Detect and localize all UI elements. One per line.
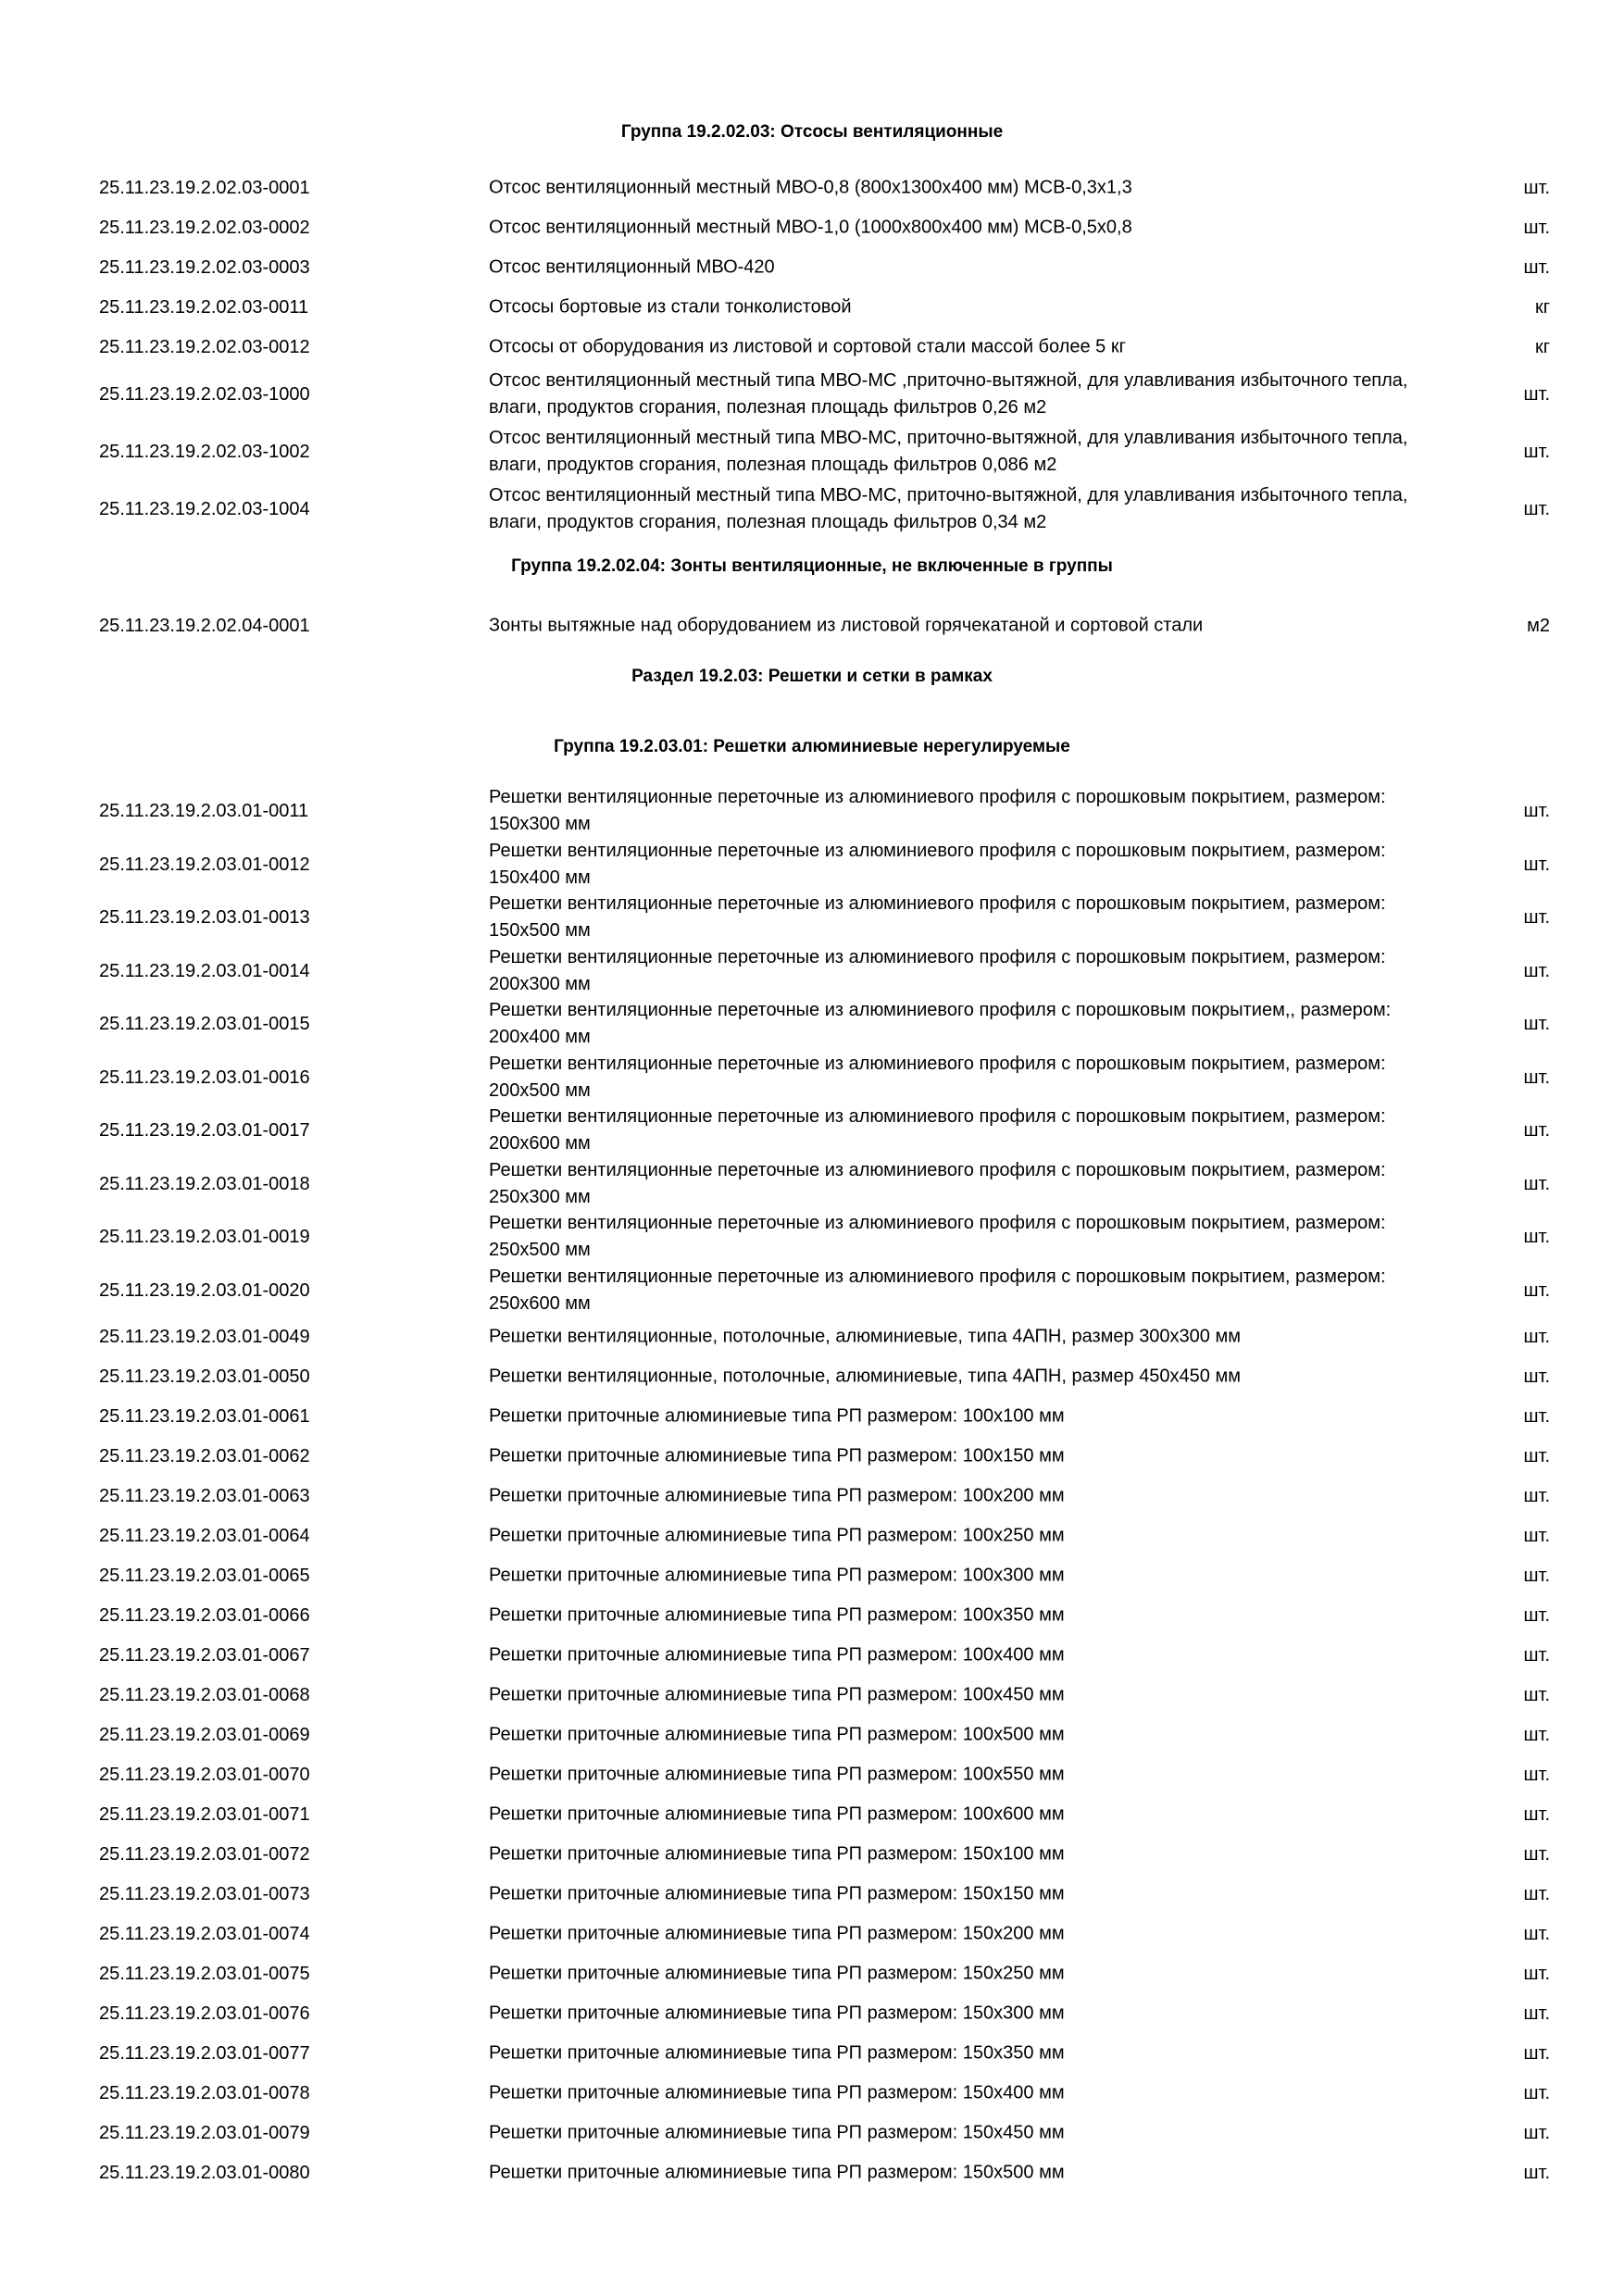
section-heading: Группа 19.2.02.03: Отсосы вентиляционные <box>620 122 1004 142</box>
item-code: 25.11.23.19.2.02.03-0002 <box>99 218 310 238</box>
item-code: 25.11.23.19.2.03.01-0050 <box>99 1366 310 1387</box>
item-unit: шт. <box>1523 1803 1550 1825</box>
table-row <box>0 1482 1624 1510</box>
item-unit: шт. <box>1523 1525 1550 1546</box>
item-unit: шт. <box>1523 1173 1550 1194</box>
item-code: 25.11.23.19.2.03.01-0020 <box>99 1279 310 1301</box>
table-row <box>0 1209 1624 1265</box>
item-name: Отсос вентиляционный местный типа МВО-МС ,приточно-вытяжной, для улавливания избыточного тепла, влаги, продуктов сгорания, полезная площадь фильтров 0,26 м2 <box>489 370 1408 418</box>
item-name: Решетки вентиляционные переточные из алюминиевого профиля с порошковым покрытием, размером: 250х300 мм <box>489 1159 1386 1207</box>
item-name: Решетки приточные алюминиевые типа РП размером: 100х250 мм <box>489 1525 1065 1545</box>
item-name: Решетки приточные алюминиевые типа РП размером: 100х450 мм <box>489 1684 1065 1704</box>
item-name: Решетки вентиляционные переточные из алюминиевого профиля с порошковым покрытием, размером: 250х600 мм <box>489 1266 1386 1314</box>
section-heading: Группа 19.2.03.01: Решетки алюминиевые нерегулируемые <box>554 737 1070 756</box>
table-row <box>0 1681 1624 1709</box>
item-name: Решетки приточные алюминиевые типа РП размером: 100х500 мм <box>489 1724 1065 1744</box>
item-unit: шт. <box>1523 960 1550 981</box>
item-code: 25.11.23.19.2.03.01-0061 <box>99 1405 310 1427</box>
item-unit: шт. <box>1523 1684 1550 1705</box>
item-unit: шт. <box>1523 1565 1550 1586</box>
item-name: Зонты вытяжные над оборудованием из листовой горячекатаной и сортовой стали <box>489 615 1204 636</box>
item-code: 25.11.23.19.2.02.03-0001 <box>99 178 310 198</box>
item-name: Отсос вентиляционный местный типа МВО-МС, приточно-вытяжной, для улавливания избыточного тепла, влаги, продуктов сгорания, полезная площадь фильтров 0,34 м2 <box>489 485 1408 532</box>
item-unit: шт. <box>1523 1326 1550 1347</box>
item-code: 25.11.23.19.2.03.01-0017 <box>99 1120 310 1141</box>
item-name: Решетки вентиляционные переточные из алюминиевого профиля с порошковым покрытием, размером: 200х500 мм <box>489 1053 1386 1101</box>
item-name: Решетки вентиляционные переточные из алюминиевого профиля с порошковым покрытием,, размером: 200х400 мм <box>489 1000 1392 1047</box>
table-row <box>0 2119 1624 2147</box>
item-code: 25.11.23.19.2.03.01-0070 <box>99 1764 310 1785</box>
table-row <box>0 254 1624 281</box>
item-name: Решетки приточные алюминиевые типа РП размером: 150х400 мм <box>489 2082 1065 2103</box>
table-row <box>0 367 1624 422</box>
section-heading: Группа 19.2.02.04: Зонты вентиляционные, не включенные в группы <box>511 556 1113 576</box>
item-name: Решетки вентиляционные, потолочные, алюминиевые, типа 4АПН, размер 300х300 мм <box>489 1326 1241 1346</box>
table-row <box>0 1156 1624 1212</box>
item-code: 25.11.23.19.2.03.01-0074 <box>99 1923 310 1944</box>
item-name: Решетки приточные алюминиевые типа РП размером: 100х550 мм <box>489 1764 1065 1784</box>
item-unit: шт. <box>1523 1963 1550 1984</box>
item-name: Решетки приточные алюминиевые типа РП размером: 150х500 мм <box>489 2162 1065 2182</box>
item-unit: шт. <box>1523 854 1550 875</box>
item-name: Решетки приточные алюминиевые типа РП размером: 100х600 мм <box>489 1803 1065 1824</box>
table-row <box>0 1363 1624 1391</box>
table-row <box>0 783 1624 839</box>
item-unit: кг <box>1534 337 1550 357</box>
item-unit: шт. <box>1523 1644 1550 1666</box>
item-code: 25.11.23.19.2.03.01-0049 <box>99 1326 310 1347</box>
item-unit: шт. <box>1523 257 1550 278</box>
item-unit: шт. <box>1523 1120 1550 1141</box>
table-row <box>0 1562 1624 1590</box>
item-code: 25.11.23.19.2.03.01-0012 <box>99 854 310 875</box>
item-code: 25.11.23.19.2.02.03-0003 <box>99 257 310 278</box>
item-name: Решетки приточные алюминиевые типа РП размером: 150х250 мм <box>489 1963 1065 1983</box>
item-unit: шт. <box>1523 1764 1550 1785</box>
item-name: Решетки приточные алюминиевые типа РП размером: 150х450 мм <box>489 2122 1065 2142</box>
item-unit: шт. <box>1523 442 1550 462</box>
item-name: Решетки приточные алюминиевые типа РП размером: 100х100 мм <box>489 1405 1065 1426</box>
item-code: 25.11.23.19.2.03.01-0062 <box>99 1445 310 1466</box>
item-name: Решетки приточные алюминиевые типа РП размером: 100х350 мм <box>489 1604 1065 1625</box>
item-name: Решетки приточные алюминиевые типа РП размером: 150х300 мм <box>489 2003 1065 2023</box>
item-unit: шт. <box>1523 1485 1550 1506</box>
table-row <box>0 996 1624 1052</box>
item-name: Решетки вентиляционные переточные из алюминиевого профиля с порошковым покрытием, размером: 200х300 мм <box>489 946 1386 994</box>
item-unit: шт. <box>1523 1604 1550 1626</box>
table-row <box>0 1522 1624 1550</box>
item-code: 25.11.23.19.2.03.01-0072 <box>99 1843 310 1865</box>
item-code: 25.11.23.19.2.03.01-0071 <box>99 1803 310 1825</box>
table-row <box>0 174 1624 202</box>
table-row <box>0 1263 1624 1318</box>
item-code: 25.11.23.19.2.03.01-0013 <box>99 907 310 928</box>
item-unit: шт. <box>1523 1014 1550 1034</box>
table-row <box>0 1103 1624 1158</box>
table-row <box>0 890 1624 945</box>
item-code: 25.11.23.19.2.03.01-0080 <box>99 2162 310 2183</box>
table-row <box>0 837 1624 892</box>
table-row <box>0 481 1624 537</box>
item-unit: шт. <box>1523 1227 1550 1247</box>
item-code: 25.11.23.19.2.03.01-0018 <box>99 1173 310 1194</box>
item-unit: шт. <box>1523 218 1550 238</box>
item-code: 25.11.23.19.2.03.01-0078 <box>99 2082 310 2103</box>
item-code: 25.11.23.19.2.03.01-0014 <box>99 960 310 981</box>
item-name: Решетки приточные алюминиевые типа РП размером: 150х350 мм <box>489 2042 1065 2063</box>
item-name: Отсосы бортовые из стали тонколистовой <box>489 296 852 318</box>
item-code: 25.11.23.19.2.03.01-0069 <box>99 1724 310 1745</box>
table-row <box>0 1442 1624 1470</box>
item-code: 25.11.23.19.2.03.01-0073 <box>99 1883 310 1904</box>
item-name: Решетки вентиляционные переточные из алюминиевого профиля с порошковым покрытием, размером: 150х400 мм <box>489 840 1386 888</box>
item-unit: м2 <box>1527 616 1550 636</box>
item-code: 25.11.23.19.2.03.01-0067 <box>99 1644 310 1666</box>
table-row <box>0 293 1624 321</box>
item-unit: шт. <box>1523 384 1550 405</box>
table-row <box>0 214 1624 242</box>
table-row <box>0 1721 1624 1749</box>
table-row <box>0 1641 1624 1669</box>
item-unit: шт. <box>1523 2003 1550 2024</box>
item-unit: шт. <box>1523 801 1550 821</box>
table-row <box>0 1960 1624 1988</box>
item-name: Отсос вентиляционный местный типа МВО-МС, приточно-вытяжной, для улавливания избыточного тепла, влаги, продуктов сгорания, полезная площадь фильтров 0,086 м2 <box>489 428 1408 475</box>
item-code: 25.11.23.19.2.02.03-1000 <box>99 384 310 405</box>
item-code: 25.11.23.19.2.03.01-0075 <box>99 1963 310 1984</box>
table-row <box>0 1602 1624 1629</box>
item-code: 25.11.23.19.2.02.03-0012 <box>99 337 310 357</box>
item-code: 25.11.23.19.2.03.01-0077 <box>99 2042 310 2064</box>
item-code: 25.11.23.19.2.03.01-0068 <box>99 1684 310 1705</box>
table-row <box>0 1403 1624 1430</box>
item-name: Решетки приточные алюминиевые типа РП размером: 100х150 мм <box>489 1445 1065 1466</box>
item-name: Решетки приточные алюминиевые типа РП размером: 100х200 мм <box>489 1485 1065 1505</box>
item-name: Отсосы от оборудования из листовой и сортовой стали массой более 5 кг <box>489 336 1126 357</box>
item-unit: шт. <box>1523 2082 1550 2103</box>
table-row <box>0 943 1624 999</box>
table-row <box>0 424 1624 480</box>
item-name: Отсос вентиляционный местный МВО-1,0 (1000х800х400 мм) МСВ-0,5х0,8 <box>489 217 1132 238</box>
item-name: Решетки вентиляционные, потолочные, алюминиевые, типа 4АПН, размер 450х450 мм <box>489 1366 1241 1386</box>
table-row <box>0 1841 1624 1868</box>
table-row <box>0 1323 1624 1351</box>
item-unit: шт. <box>1523 1067 1550 1088</box>
table-row <box>0 2000 1624 2028</box>
item-unit: шт. <box>1523 1405 1550 1427</box>
item-name: Отсос вентиляционный МВО-420 <box>489 256 775 278</box>
table-row <box>0 1761 1624 1789</box>
item-name: Решетки вентиляционные переточные из алюминиевого профиля с порошковым покрытием, размером: 250х500 мм <box>489 1213 1386 1260</box>
item-code: 25.11.23.19.2.03.01-0063 <box>99 1485 310 1506</box>
item-code: 25.11.23.19.2.03.01-0065 <box>99 1565 310 1586</box>
item-unit: шт. <box>1523 1279 1550 1301</box>
item-unit: шт. <box>1523 1445 1550 1466</box>
table-row <box>0 1801 1624 1828</box>
item-unit: шт. <box>1523 1923 1550 1944</box>
section-heading: Раздел 19.2.03: Решетки и сетки в рамках <box>631 667 993 686</box>
item-code: 25.11.23.19.2.02.03-1002 <box>99 442 310 462</box>
table-row <box>0 2040 1624 2067</box>
table-row <box>0 2079 1624 2107</box>
item-unit: шт. <box>1523 2122 1550 2143</box>
item-code: 25.11.23.19.2.02.03-0011 <box>99 297 309 318</box>
item-unit: шт. <box>1523 1366 1550 1387</box>
item-name: Решетки приточные алюминиевые типа РП размером: 100х400 мм <box>489 1644 1065 1665</box>
item-code: 25.11.23.19.2.03.01-0011 <box>99 801 309 821</box>
item-unit: шт. <box>1523 2042 1550 2064</box>
table-row <box>0 1880 1624 1908</box>
item-name: Решетки приточные алюминиевые типа РП размером: 150х100 мм <box>489 1843 1065 1864</box>
item-code: 25.11.23.19.2.03.01-0019 <box>99 1227 310 1247</box>
item-unit: шт. <box>1523 499 1550 519</box>
item-name: Решетки вентиляционные переточные из алюминиевого профиля с порошковым покрытием, размером: 150х500 мм <box>489 893 1386 941</box>
item-unit: шт. <box>1523 178 1550 198</box>
item-name: Решетки приточные алюминиевые типа РП размером: 100х300 мм <box>489 1565 1065 1585</box>
item-name: Решетки приточные алюминиевые типа РП размером: 150х200 мм <box>489 1923 1065 1943</box>
item-code: 25.11.23.19.2.03.01-0016 <box>99 1067 310 1088</box>
item-name: Отсос вентиляционный местный МВО-0,8 (800х1300х400 мм) МСВ-0,3х1,3 <box>489 177 1132 198</box>
table-row <box>0 612 1624 640</box>
table-row <box>0 2159 1624 2187</box>
item-unit: кг <box>1534 297 1550 318</box>
item-name: Решетки вентиляционные переточные из алюминиевого профиля с порошковым покрытием, размером: 200х600 мм <box>489 1106 1386 1154</box>
item-code: 25.11.23.19.2.03.01-0064 <box>99 1525 310 1546</box>
item-code: 25.11.23.19.2.02.04-0001 <box>99 616 310 636</box>
table-row <box>0 1920 1624 1948</box>
item-code: 25.11.23.19.2.03.01-0015 <box>99 1014 310 1034</box>
item-code: 25.11.23.19.2.03.01-0076 <box>99 2003 310 2024</box>
item-code: 25.11.23.19.2.02.03-1004 <box>99 499 310 519</box>
item-unit: шт. <box>1523 1843 1550 1865</box>
item-unit: шт. <box>1523 907 1550 928</box>
item-unit: шт. <box>1523 1724 1550 1745</box>
table-row <box>0 1050 1624 1105</box>
item-code: 25.11.23.19.2.03.01-0066 <box>99 1604 310 1626</box>
item-unit: шт. <box>1523 1883 1550 1904</box>
table-row <box>0 333 1624 361</box>
item-name: Решетки вентиляционные переточные из алюминиевого профиля с порошковым покрытием, размером: 150х300 мм <box>489 787 1386 834</box>
item-name: Решетки приточные алюминиевые типа РП размером: 150х150 мм <box>489 1883 1065 1903</box>
item-code: 25.11.23.19.2.03.01-0079 <box>99 2122 310 2143</box>
item-unit: шт. <box>1523 2162 1550 2183</box>
